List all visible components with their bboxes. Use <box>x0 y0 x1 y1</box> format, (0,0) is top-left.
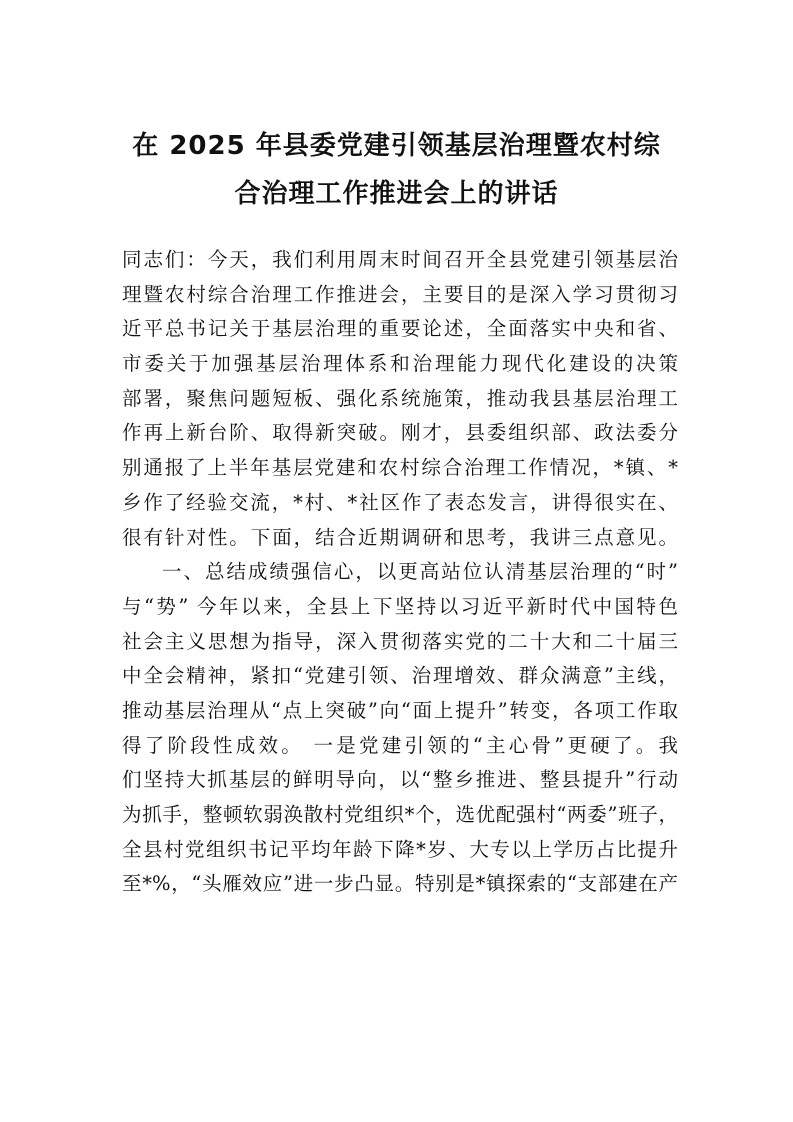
body-line: 为抓手，整顿软弱涣散村党组织*个，选优配强村“两委”班子， <box>122 803 678 826</box>
body-line: 推动基层治理从“点上突破”向“面上提升”转变，各项工作取 <box>122 698 678 722</box>
body-line: 社会主义思想为指导，深入贯彻落实党的二十大和二十届三 <box>122 629 678 653</box>
body-line: 中全会精神，紧扣“党建引领、治理增效、群众满意”主线， <box>122 664 678 688</box>
body-line: 别通报了上半年基层党建和农村综合治理工作情况，*镇、* <box>122 456 678 480</box>
body-line: 部署，聚焦问题短板、强化系统施策，推动我县基层治理工 <box>122 386 678 410</box>
body-line: 近平总书记关于基层治理的重要论述，全面落实中央和省、 <box>122 317 678 341</box>
document-title <box>110 122 683 218</box>
title-line: 在 2025 年县委党建引领基层治理暨农村综 <box>132 131 661 161</box>
body-line: 们坚持大抓基层的鲜明导向，以“整乡推进、整县提升”行动 <box>122 768 678 792</box>
body-line: 与“势” 今年以来，全县上下坚持以习近平新时代中国特色 <box>122 594 678 618</box>
body-line: 市委关于加强基层治理体系和治理能力现代化建设的决策 <box>122 352 678 376</box>
body-line: 作再上新台阶、取得新突破。刚才，县委组织部、政法委分 <box>122 421 678 445</box>
body-line: 至*%，“头雁效应”进一步凸显。特别是*镇探索的“支部建在产 <box>122 872 678 896</box>
body-line: 同志们：今天，我们利用周末时间召开全县党建引领基层治 <box>122 248 678 271</box>
section-heading-line: 一、总结成绩强信心，以更高站位认清基层治理的“时” <box>162 560 678 584</box>
body-line: 理暨农村综合治理工作推进会，主要目的是深入学习贯彻习 <box>122 282 678 306</box>
body-line: 得了阶段性成效。 一是党建引领的“主心骨”更硬了。我 <box>122 733 678 757</box>
document-body <box>122 243 678 902</box>
title-line: 合治理工作推进会上的讲话 <box>234 179 559 209</box>
body-line: 全县村党组织书记平均年龄下降*岁、大专以上学历占比提升 <box>122 837 678 861</box>
body-line: 乡作了经验交流，*村、*社区作了表态发言，讲得很实在、 <box>122 490 678 514</box>
body-line: 很有针对性。下面，结合近期调研和思考，我讲三点意见。 <box>122 525 678 549</box>
